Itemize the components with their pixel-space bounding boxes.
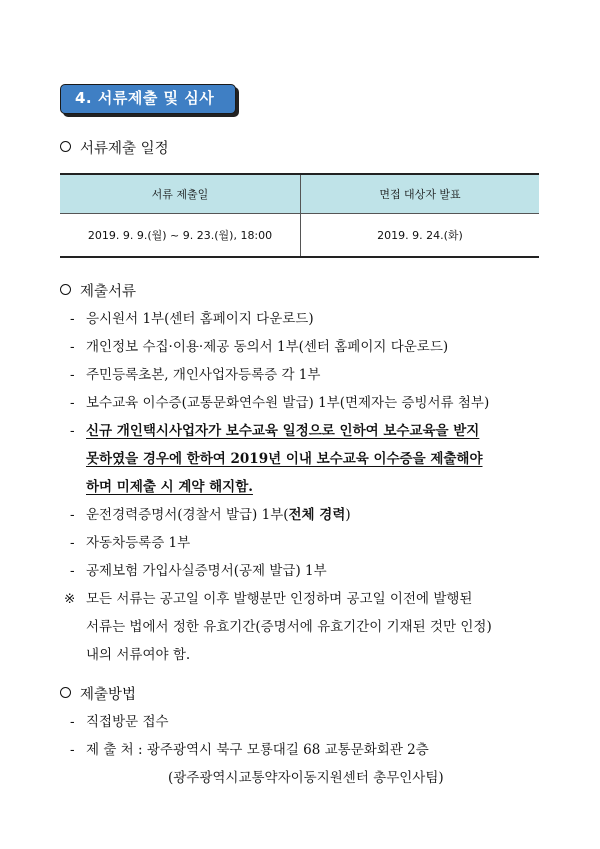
list-item: - 개인정보 수집·이용·제공 동의서 1부(센터 홈페이지 다운로드): [70, 339, 449, 355]
notice-line: 하며 미제출 시 계약 해지함.: [86, 479, 253, 495]
list-item: - 제 출 처 : 광주광역시 북구 모룡대길 68 교통문화회관 2층: [70, 742, 429, 758]
circle-bullet-icon: [60, 284, 71, 295]
schedule-col2-value: 2019. 9. 24.(화): [301, 214, 540, 258]
method-heading-text: 제출방법: [80, 687, 137, 703]
notice-line: - 신규 개인택시사업자가 보수교육 일정으로 인하여 보수교육을 받지: [70, 423, 480, 439]
note-line: 내의 서류여야 함.: [86, 647, 191, 663]
schedule-heading-text: 서류제출 일정: [80, 141, 169, 157]
list-item: - 응시원서 1부(센터 홈페이지 다운로드): [70, 311, 314, 327]
schedule-col2-header: 면접 대상자 발표: [301, 174, 540, 214]
list-item: - 운전경력증명서(경찰서 발급) 1부(전체 경력): [70, 507, 351, 523]
documents-heading: [60, 282, 136, 302]
list-item: - 보수교육 이수증(교통문화연수원 발급) 1부(면제자는 증빙서류 첨부): [70, 395, 490, 411]
schedule-heading: [60, 139, 169, 159]
list-item: - 직접방문 접수: [70, 714, 169, 730]
schedule-col1-value: 2019. 9. 9.(월) ~ 9. 23.(월), 18:00: [60, 214, 301, 258]
schedule-table: [60, 173, 539, 258]
circle-bullet-icon: [60, 141, 71, 152]
note-line: ※ 모든 서류는 공고일 이후 발행분만 인정하며 공고일 이전에 발행된: [64, 591, 473, 607]
list-item: - 자동차등록증 1부: [70, 535, 191, 551]
list-item-sub: (광주광역시교통약자이동지원센터 총무인사팀): [168, 770, 444, 786]
list-item: - 공제보험 가입사실증명서(공제 발급) 1부: [70, 563, 327, 579]
circle-bullet-icon: [60, 687, 71, 698]
notice-line: 못하였을 경우에 한하여 2019년 이내 보수교육 이수증을 제출해야: [86, 451, 483, 467]
method-heading: [60, 685, 136, 705]
note-mark: ※: [64, 591, 76, 607]
documents-heading-text: 제출서류: [80, 284, 137, 300]
section-title-badge: 4. 서류제출 및 심사: [60, 84, 236, 114]
list-item: - 주민등록초본, 개인사업자등록증 각 1부: [70, 367, 321, 383]
schedule-col1-header: 서류 제출일: [60, 174, 301, 214]
note-line: 서류는 법에서 정한 유효기간(증명서에 유효기간이 기재된 것만 인정): [86, 619, 492, 635]
